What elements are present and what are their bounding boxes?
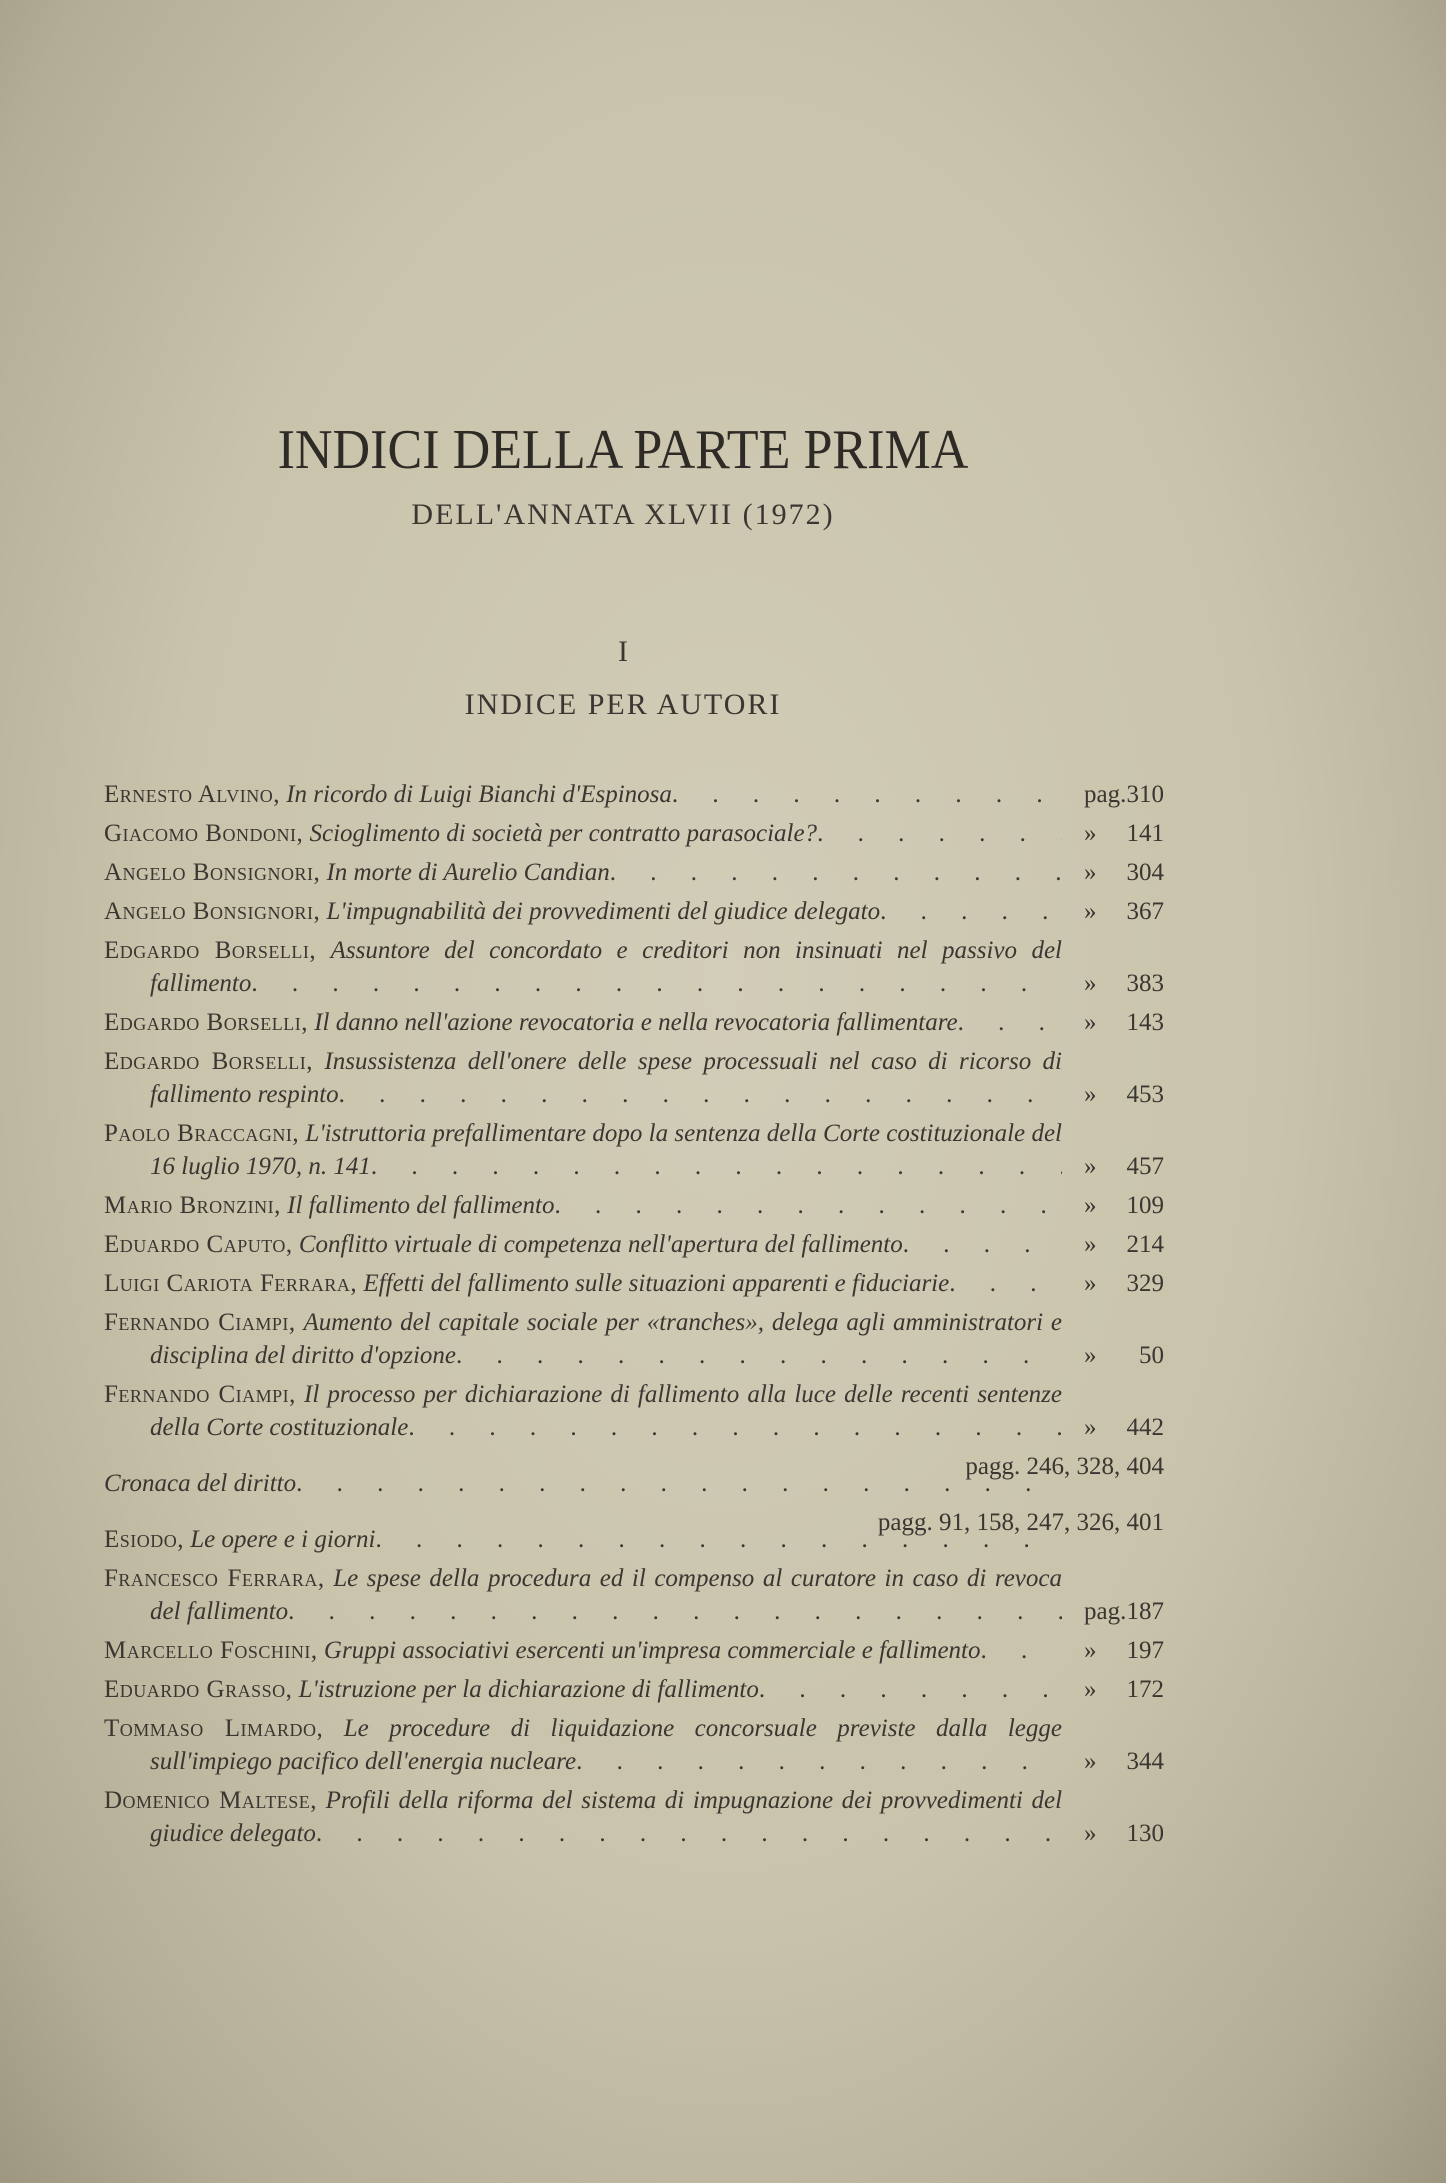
page-number: 172	[1126, 1676, 1164, 1703]
page-number: 109	[1126, 1192, 1164, 1219]
entry-text	[104, 1228, 1062, 1261]
entry-author: Marcello Foschini,	[104, 1637, 318, 1664]
entry-author: Angelo Bonsignori,	[104, 898, 321, 925]
index-entry	[104, 1506, 1164, 1556]
page-mark: »	[1084, 1676, 1097, 1703]
entry-page-ref	[1062, 1228, 1164, 1261]
entry-author: Luigi Cariota Ferrara,	[104, 1270, 358, 1297]
entry-page-ref	[1062, 1150, 1164, 1183]
section-number: I	[618, 635, 628, 668]
page-number: 367	[1126, 898, 1164, 925]
index-entry	[104, 1712, 1164, 1778]
entry-page-ref	[1062, 1634, 1164, 1667]
entry-work-title: Insussistenza dell'onere delle spese processuali nel caso di ricorso di fallimento respinto	[150, 1048, 1062, 1108]
entry-text	[104, 1784, 1062, 1850]
index-entry	[104, 1784, 1164, 1850]
entry-author: Eduardo Grasso,	[104, 1676, 293, 1703]
entry-page-ref	[1062, 817, 1164, 850]
entry-page-ref	[1062, 1267, 1164, 1300]
entry-page-ref	[1062, 856, 1164, 889]
index-entry	[104, 1378, 1164, 1444]
entry-work-title: Le spese della procedura ed il compenso al curatore in caso di revoca del fallimento	[150, 1565, 1062, 1625]
index-entry	[104, 778, 1164, 811]
entry-page-ref	[1062, 1339, 1164, 1372]
entry-work-title: L'impugnabilità dei provvedimenti del giudice delegato	[326, 898, 881, 925]
page-mark: »	[1084, 970, 1097, 997]
entry-page-ref	[1062, 895, 1164, 928]
page-number: 143	[1126, 1009, 1164, 1036]
page-mark: pag.	[1084, 781, 1127, 808]
index-entry	[104, 1450, 1164, 1500]
page-mark: pag.	[1084, 1598, 1127, 1625]
entry-page-ref	[1062, 1745, 1164, 1778]
section-title: INDICE PER AUTORI	[464, 688, 782, 721]
entry-work-title: Il danno nell'azione revocatoria e nella revocatoria fallimentare	[314, 1009, 958, 1036]
page-number: 214	[1126, 1231, 1164, 1258]
index-entry	[104, 1673, 1164, 1706]
page-number: 187	[1126, 1598, 1164, 1625]
page-number: 141	[1126, 820, 1164, 847]
entry-work-title: Le opere e i giorni	[190, 1526, 376, 1553]
entry-page-ref	[1062, 778, 1164, 811]
entry-text	[104, 778, 1062, 811]
entry-work-title: Scioglimento di società per contratto parasociale?	[309, 820, 818, 847]
page-number: 91, 158, 247, 326, 401	[939, 1509, 1164, 1536]
entry-text	[104, 1673, 1062, 1706]
entry-text	[104, 817, 1062, 850]
entry-work-title: Il processo per dichiarazione di fallimento alla luce delle recenti sentenze della Corte costituzionale	[150, 1381, 1062, 1441]
page-number: 304	[1126, 859, 1164, 886]
page-number: 197	[1126, 1637, 1164, 1664]
index-entry	[104, 1634, 1164, 1667]
page-mark: »	[1084, 1637, 1097, 1664]
entry-page-ref	[1062, 1595, 1164, 1628]
entry-text	[104, 1189, 1062, 1222]
page-number: 310	[1126, 781, 1164, 808]
page-mark: »	[1084, 1009, 1097, 1036]
entry-page-ref	[1062, 1817, 1164, 1850]
entry-author: Edgardo Borselli,	[104, 1048, 314, 1075]
page-mark: »	[1084, 1153, 1097, 1180]
page-mark: »	[1084, 859, 1097, 886]
entry-author: Esiodo,	[104, 1526, 185, 1553]
entry-author: Edgardo Borselli,	[104, 937, 317, 964]
index-entry	[104, 1189, 1164, 1222]
entry-text	[104, 1006, 1062, 1039]
entry-author: Francesco Ferrara,	[104, 1565, 325, 1592]
entry-author: Domenico Maltese,	[104, 1787, 317, 1814]
entry-work-title: Cronaca del diritto	[104, 1470, 297, 1497]
entry-work-title: Assuntore del concordato e creditori non insinuati nel passivo del fallimento	[150, 937, 1062, 997]
entry-author: Ernesto Alvino,	[104, 781, 280, 808]
entry-work-title: Effetti del fallimento sulle situazioni apparenti e fiduciarie	[363, 1270, 950, 1297]
page-number: 344	[1126, 1748, 1164, 1775]
index-entry	[104, 1045, 1164, 1111]
index-entry	[104, 1228, 1164, 1261]
index-entry	[104, 1117, 1164, 1183]
page-subtitle: DELL'ANNATA XLVII (1972)	[411, 498, 835, 531]
index-entry	[104, 934, 1164, 1000]
entry-text	[104, 1467, 1062, 1500]
page-number: 442	[1126, 1414, 1164, 1441]
page-mark: »	[1084, 898, 1097, 925]
entry-page-ref	[1062, 1673, 1164, 1706]
index-entry	[104, 1267, 1164, 1300]
entry-author: Tommaso Limardo,	[104, 1715, 324, 1742]
page-mark: »	[1084, 820, 1097, 847]
index-entry	[104, 1306, 1164, 1372]
entry-text	[104, 856, 1062, 889]
author-index-list	[104, 778, 1164, 1856]
entry-work-title: Profili della riforma del sistema di impugnazione dei provvedimenti del giudice delegato	[150, 1787, 1062, 1847]
index-entry	[104, 1562, 1164, 1628]
entry-author: Edgardo Borselli,	[104, 1009, 308, 1036]
page-number: 453	[1126, 1081, 1164, 1108]
entry-text	[104, 1634, 1062, 1667]
entry-text	[104, 1523, 1062, 1556]
page-number: 130	[1126, 1820, 1164, 1847]
page-mark: »	[1084, 1342, 1097, 1369]
page-mark: »	[1084, 1414, 1097, 1441]
page-mark: »	[1084, 1820, 1097, 1847]
entry-text	[104, 1306, 1062, 1372]
entry-page-ref	[1062, 967, 1164, 1000]
entry-work-title: In ricordo di Luigi Bianchi d'Espinosa	[286, 781, 672, 808]
index-entry	[104, 817, 1164, 850]
index-entry	[104, 1006, 1164, 1039]
entry-text	[104, 1378, 1062, 1444]
entry-text	[104, 1045, 1062, 1111]
page-number: 246, 328, 404	[1026, 1453, 1164, 1480]
page-number: 457	[1126, 1153, 1164, 1180]
entry-author: Fernando Ciampi,	[104, 1381, 296, 1408]
entry-work-title: L'istruzione per la dichiarazione di fallimento	[298, 1676, 759, 1703]
entry-text	[104, 1712, 1062, 1778]
entry-author: Fernando Ciampi,	[104, 1309, 296, 1336]
entry-page-ref	[1062, 1006, 1164, 1039]
index-entry	[104, 856, 1164, 889]
entry-text	[104, 895, 1062, 928]
entry-work-title: Gruppi associativi esercenti un'impresa commerciale e fallimento	[323, 1637, 981, 1664]
page-mark: »	[1084, 1192, 1097, 1219]
entry-work-title: L'istruttoria prefallimentare dopo la sentenza della Corte costituzionale del 16 luglio 1970, n. 141	[150, 1120, 1062, 1180]
entry-work-title: Conflitto virtuale di competenza nell'apertura del fallimento	[298, 1231, 903, 1258]
entry-author: Angelo Bonsignori,	[104, 859, 321, 886]
entry-author: Eduardo Caputo,	[104, 1231, 293, 1258]
entry-page-ref	[1062, 1078, 1164, 1111]
page-mark: »	[1084, 1748, 1097, 1775]
entry-text	[104, 934, 1062, 1000]
page-mark: pagg.	[965, 1453, 1021, 1480]
entry-work-title: Aumento del capitale sociale per «tranches», delega agli amministratori e disciplina del diritto d'opzione	[150, 1309, 1062, 1369]
entry-work-title: Le procedure di liquidazione concorsuale previste dalla legge sull'impiego pacifico dell'energia nucleare	[150, 1715, 1062, 1775]
page-number: 50	[1139, 1342, 1164, 1369]
entry-text	[104, 1117, 1062, 1183]
page-mark: »	[1084, 1081, 1097, 1108]
entry-page-ref	[1062, 1189, 1164, 1222]
page-number: 329	[1126, 1270, 1164, 1297]
entry-text	[104, 1267, 1062, 1300]
page-mark: »	[1084, 1231, 1097, 1258]
page-mark: pagg.	[877, 1509, 933, 1536]
page-mark: »	[1084, 1270, 1097, 1297]
entry-page-ref	[1062, 1411, 1164, 1444]
index-entry	[104, 895, 1164, 928]
entry-author: Mario Bronzini,	[104, 1192, 281, 1219]
entry-author: Paolo Braccagni,	[104, 1120, 300, 1147]
page-title: INDICI DELLA PARTE PRIMA	[277, 419, 969, 481]
entry-work-title: In morte di Aurelio Candian	[326, 859, 610, 886]
entry-text	[104, 1562, 1062, 1628]
entry-work-title: Il fallimento del fallimento	[287, 1192, 555, 1219]
entry-author: Giacomo Bondoni,	[104, 820, 304, 847]
page-number: 383	[1126, 970, 1164, 997]
